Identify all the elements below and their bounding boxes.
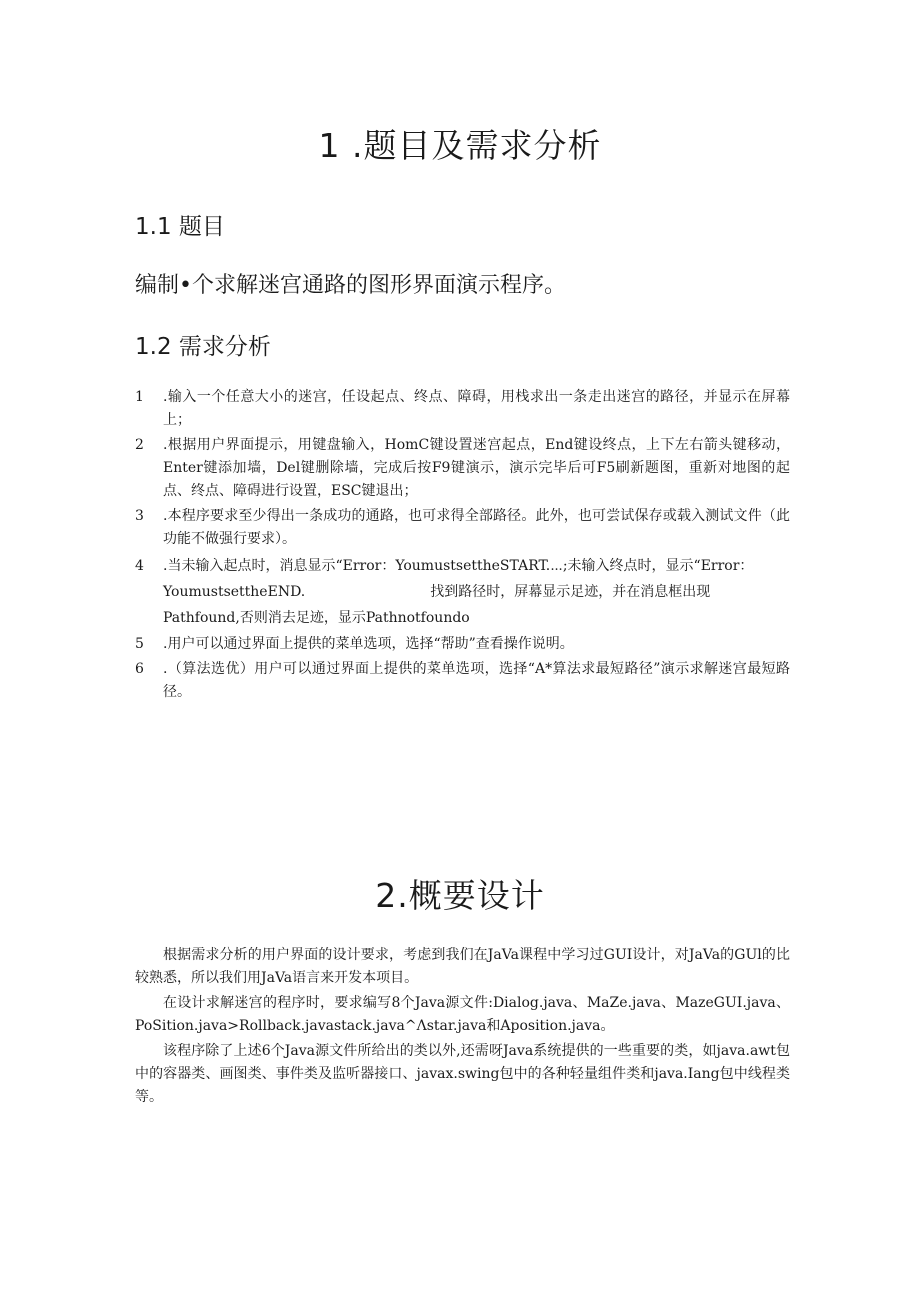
topic-text: 编制•个求解迷宫通路的图形界面演示程序。 (135, 273, 566, 298)
item-number: 3 (135, 508, 144, 524)
section1-title: 1 .题目及需求分析 (318, 126, 602, 165)
list-item (135, 505, 790, 551)
item-number: 2 (135, 437, 144, 453)
item-number: 4 (135, 558, 144, 574)
item-text-segment: 找到路径时，屏幕显示足迹，并在消息框出现 (430, 584, 711, 600)
list-item (135, 434, 790, 503)
item-text: .（算法选优）用户可以通过界面上提供的菜单选项，选择“A*算法求最短路径”演示求解迷宫最短路径。 (163, 661, 790, 700)
item-text-segment: YoumustsettheEND. (163, 584, 306, 600)
item-text: .本程序要求至少得出一条成功的通路，也可求得全部路径。此外，也可尝试保存或载入测试文件（此功能不做强行要求）。 (163, 508, 790, 547)
subsection-1-1-title: 1.1 题目 (135, 214, 225, 240)
list-item (135, 553, 790, 631)
requirements-list (135, 386, 790, 706)
item-text-line (163, 579, 790, 605)
body-paragraph: 根据需求分析的用户界面的设计要求，考虑到我们在JaVa课程中学习过GUI设计，对JaVa的GUl的比较熟悉，所以我们用JaVa语言来开发本项目。 (135, 947, 790, 986)
body-paragraph: 在设计求解迷宫的程序时，要求编写8个Java源文件:Dialog.java、MaZe.java、MazeGUI.java、PoSition.java>Rollback.javastack.java^Λstar.java和Aposition.java。 (135, 995, 790, 1034)
list-item (135, 386, 790, 432)
item-number: 5 (135, 636, 144, 652)
subsection-1-2-title: 1.2 需求分析 (135, 334, 271, 360)
body-paragraph: 该程序除了上述6个Java源文件所给出的类以外,还需呀Java系统提供的一些重要的类，如java.awt包中的容器类、画图类、事件类及监听器接口、javax.swing包中的各种轻量组件类和java.Iang包中线程类等。 (135, 1043, 790, 1105)
item-text-line: Pathfound,否则消去足迹，显示Pathnotfoundo (163, 610, 470, 626)
section2-title: 2.概要设计 (375, 876, 545, 915)
item-number: 6 (135, 661, 144, 677)
item-text: .输入一个任意大小的迷宫，任设起点、终点、障碍，用栈求出一条走出迷宫的路径，并显示在屏幕上； (163, 389, 790, 428)
list-item (135, 658, 790, 704)
item-text: .用户可以通过界面上提供的菜单选项，选择“帮助”查看操作说明。 (163, 636, 574, 652)
item-text-line: .当未输入起点时，消息显示“Error：YoumustsettheSTART.⋯;未输入终点时，显示“Error： (163, 558, 754, 574)
item-number: 1 (135, 389, 144, 405)
list-item (135, 633, 790, 656)
item-text: .根据用户界面提示，用键盘输入，HomC键设置迷宫起点，End键设终点，上下左右箭头键移动，Enter键添加墙，Del键删除墙，完成后按F9键演示，演示完毕后可F5刷新题图，重新对地图的起点、终点、障碍进行设置，ESC键退出； (163, 437, 790, 499)
